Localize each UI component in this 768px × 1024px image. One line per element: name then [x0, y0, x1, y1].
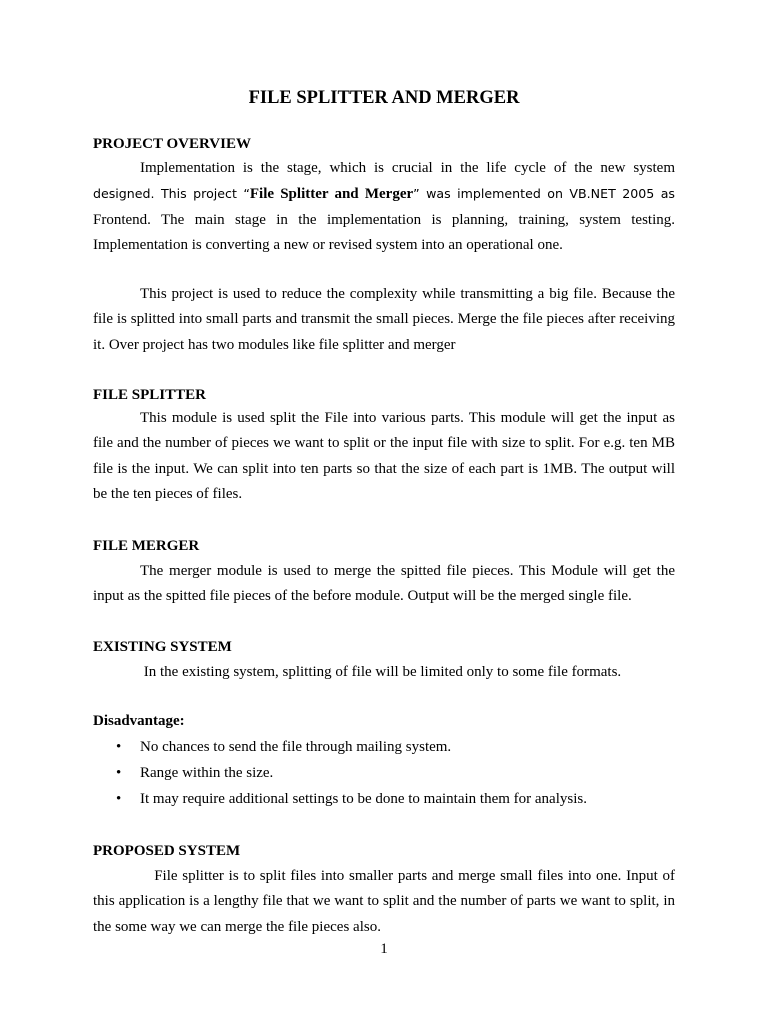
existing-system-text: In the existing system, splitting of file will be limited only to some file formats.	[140, 664, 622, 680]
list-item	[93, 763, 587, 789]
file-merger-text: The merger module is used to merge the spitted file pieces. This Module will get the input as the spitted file pieces of the before module. Output will be the merged single file.	[93, 563, 675, 605]
section-heading-file-splitter: FILE SPLITTER	[93, 387, 206, 403]
file-splitter-paragraph	[93, 406, 675, 507]
document-page	[93, 0, 679, 1024]
overview-p1-designed: designed.	[93, 186, 155, 202]
bullet-icon: •	[116, 765, 122, 781]
bullet-icon: •	[116, 739, 122, 755]
page-number: 1	[380, 941, 388, 957]
section-heading-file-merger: FILE MERGER	[93, 538, 200, 554]
list-item	[93, 789, 587, 815]
document-title: FILE SPLITTER AND MERGER	[248, 88, 520, 108]
overview-p1-close-quote: ”	[413, 186, 420, 202]
proposed-system-text: File splitter is to split files into smaller parts and merge small files into one. Input of this application is a lengthy file that we want to split and the number of parts we want to split, in the some way we can merge the file pieces also.	[93, 868, 679, 935]
overview-paragraph-1	[93, 156, 675, 258]
overview-p2-text: This project is used to reduce the complexity while transmitting a big file. Because the file is splitted into small parts and transmit the small pieces. Merge the file pieces after receiving it. Over project has two modules like file splitter and merger	[93, 286, 675, 353]
overview-p1-this-project: This project “	[154, 186, 250, 202]
overview-p1-line1: Implementation is the stage, which is crucial in the life cycle of the new system	[140, 160, 675, 176]
project-name-bold: File Splitter and Merger	[249, 186, 414, 203]
file-splitter-text: This module is used split the File into various parts. This module will get the input as file and the number of pieces we want to split or the input file with size to split. For e.g. ten MB file is the input. We can split into ten parts so that the size of each part is 1MB. The output will be the ten pieces of files.	[93, 410, 675, 502]
overview-p1-implemented: was implemented on VB.NET 2005 as	[419, 186, 675, 202]
file-merger-paragraph	[93, 559, 675, 610]
list-item-text: Range within the size.	[140, 765, 274, 781]
section-heading-project-overview: PROJECT OVERVIEW	[93, 136, 251, 152]
disadvantage-list	[93, 737, 587, 815]
section-heading-proposed-system: PROPOSED SYSTEM	[93, 843, 241, 859]
overview-p1-rest: Frontend. The main stage in the implementation is planning, training, system testing. Implementation is converting a new or revised system into an operational one.	[93, 211, 675, 253]
bullet-icon: •	[116, 791, 122, 807]
existing-system-paragraph	[93, 660, 675, 685]
list-item-text: It may require additional settings to be done to maintain them for analysis.	[140, 791, 587, 807]
proposed-system-paragraph	[93, 864, 679, 940]
list-item-text: No chances to send the file through mailing system.	[140, 739, 452, 755]
section-heading-disadvantage: Disadvantage:	[93, 713, 185, 729]
section-heading-existing-system: EXISTING SYSTEM	[93, 639, 232, 655]
overview-paragraph-2	[93, 282, 675, 358]
list-item	[93, 737, 587, 763]
